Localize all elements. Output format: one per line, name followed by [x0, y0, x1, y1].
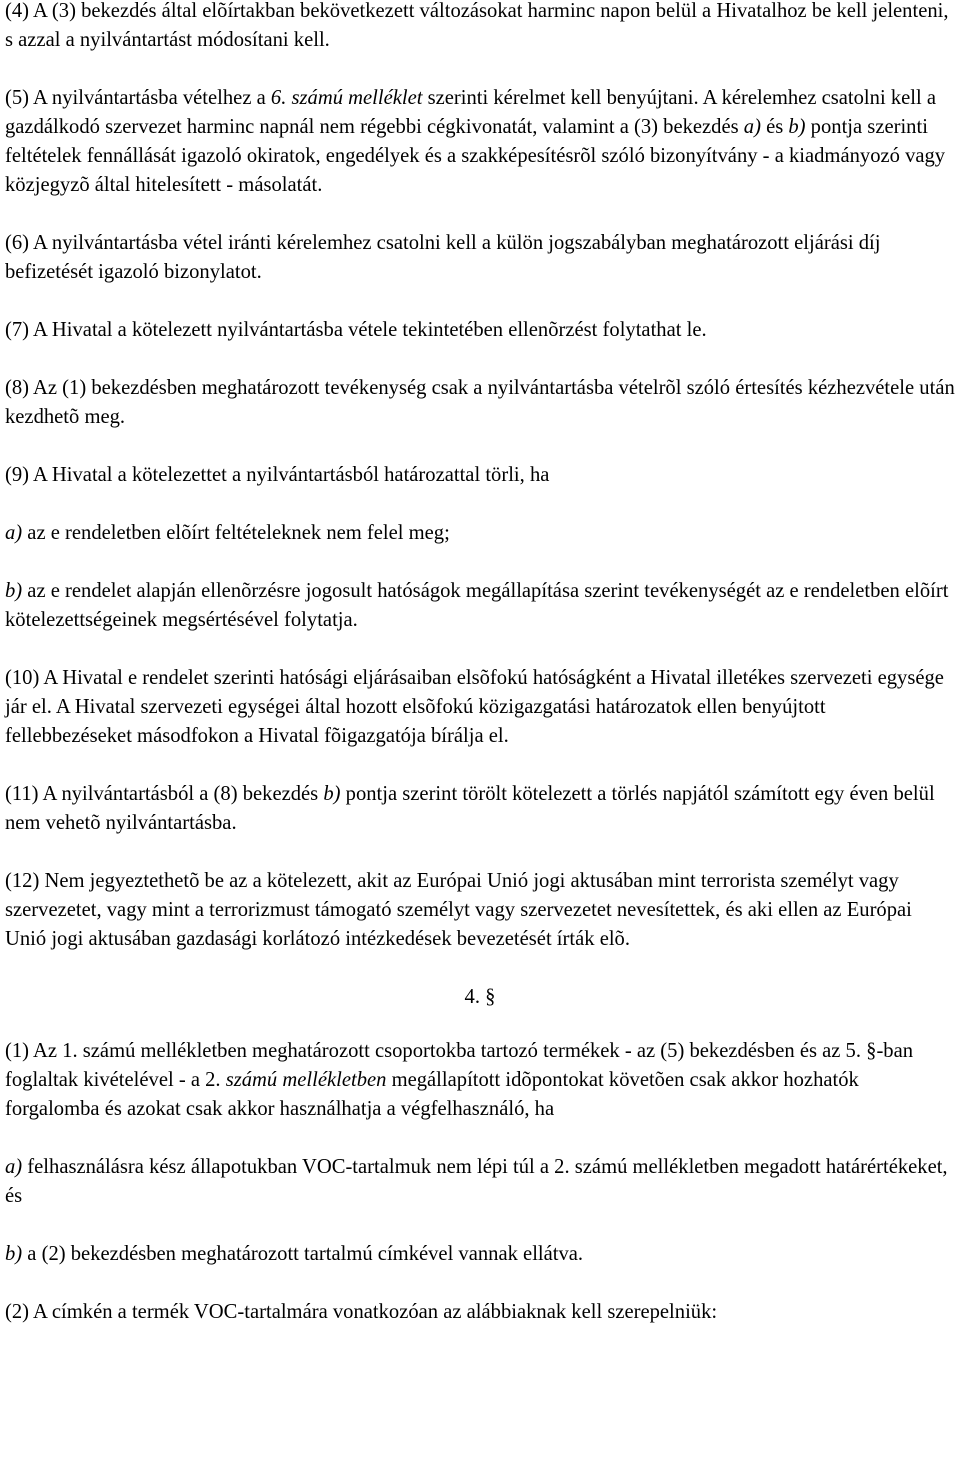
paragraph-12: (12) Nem jegyeztethetõ be az a kötelezett, akit az Európai Unió jogi aktusában mint terrorista személyt vagy szervezetet, vagy mint a terrorizmust támogató személyt vagy szervezetet nevesítettek, és aki ellen az Európai Unió jogi aktusában gazdasági korlátozó intézkedések bevezetését írták elõ.	[5, 870, 912, 950]
point-b-ref: b)	[788, 116, 806, 138]
section-title: 4. §	[464, 986, 496, 1008]
point-a-ref: a)	[743, 116, 761, 138]
paragraph-5-text-a: (5) A nyilvántartásba vételhez a	[5, 87, 271, 109]
paragraph-5-text-c: és	[760, 116, 789, 138]
point-text: a (2) bekezdésben meghatározott tartalmú címkével vannak ellátva.	[22, 1243, 584, 1265]
paragraph-6: (6) A nyilvántartásba vétel iránti kérelemhez csatolni kell a külön jogszabályban meghatározott eljárási díj befizetését igazoló bizonylatot.	[5, 232, 881, 283]
paragraph-9: (9) A Hivatal a kötelezettet a nyilvántartásból határozattal törli, ha	[5, 464, 550, 486]
paragraph-9-point-b	[5, 577, 955, 635]
annex-reference: 6. számú melléklet	[270, 87, 423, 109]
section-4-paragraph-2: (2) A címkén a termék VOC-tartalmára vonatkozóan az alábbiaknak kell szerepelniük:	[5, 1301, 718, 1323]
paragraph-9-point-a	[5, 519, 955, 548]
section-4-paragraph-1	[5, 1037, 955, 1124]
point-text: felhasználásra kész állapotukban VOC-tartalmuk nem lépi túl a 2. számú mellékletben megadott határértékeket, és	[5, 1156, 948, 1207]
paragraph-10: (10) A Hivatal e rendelet szerinti hatósági eljárásaiban elsõfokú hatóságként a Hivatal illetékes szervezeti egysége jár el. A Hivatal szervezeti egységei által hozott elsõfokú közigazgatási határozatok ellen benyújtott fellebbezéseket másodfokon a Hivatal fõigazgatója bírálja el.	[5, 667, 944, 747]
point-b-ref: b)	[323, 783, 341, 805]
paragraph-8: (8) Az (1) bekezdésben meghatározott tevékenység csak a nyilvántartásba vételrõl szóló értesítés kézhezvétele után kezdhetõ meg.	[5, 377, 955, 428]
section-4-text-a: (1) Az 1. számú mellékletben meghatározott csoportokba tartozó termékek - az (5) bekezdésben és az 5. §-ban foglaltak kivételével - a 2.	[5, 1040, 914, 1091]
point-text: az e rendelet alapján ellenõrzésre jogosult hatóságok megállapítása szerint tevékenységét az e rendeletben elõírt kötelezettségeinek megsértésével folytatja.	[5, 580, 949, 631]
document-page	[5, 0, 955, 1356]
paragraph-5-text-b: szerinti kérelmet kell benyújtani. A kérelemhez csatolni kell a gazdálkodó szervezet harminc napnál nem régebbi cégkivonatát, valamint a (3) bekezdés	[5, 87, 936, 138]
annex-reference: számú mellékletben	[225, 1069, 387, 1091]
paragraph-11-text-a: (11) A nyilvántartásból a (8) bekezdés	[5, 783, 324, 805]
paragraph-5	[5, 84, 955, 200]
section-4-point-b	[5, 1240, 955, 1269]
paragraph-11	[5, 780, 955, 838]
section-4-point-a	[5, 1153, 955, 1211]
paragraph-11-text-b: pontja szerint törölt kötelezett a törlés napjától számított egy éven belül nem vehetõ nyilvántartásba.	[5, 783, 935, 834]
point-label: b)	[5, 1243, 23, 1265]
point-label: a)	[5, 522, 23, 544]
point-label: a)	[5, 1156, 23, 1178]
section-4-text-b: megállapított idõpontokat követõen csak akkor hozhatók forgalomba és azokat csak akkor használhatja a végfelhasználó, ha	[5, 1069, 859, 1120]
paragraph-5-text-d: pontja szerinti feltételek fennállását igazoló okiratok, engedélyek és a szakképesítésrõl szóló bizonyítvány - a kiadmányozó vagy közjegyzõ által hitelesített - másolatát.	[5, 116, 946, 196]
point-text: az e rendeletben elõírt feltételeknek nem felel meg;	[22, 522, 450, 544]
paragraph-4: (4) A (3) bekezdés által elõírtakban bekövetkezett változásokat harminc napon belül a Hivatalhoz be kell jelenteni, s azzal a nyilvántartást módosítani kell.	[5, 0, 949, 51]
paragraph-7: (7) A Hivatal a kötelezett nyilvántartásba vétele tekintetében ellenõrzést folytathat le.	[5, 319, 707, 341]
point-label: b)	[5, 580, 23, 602]
